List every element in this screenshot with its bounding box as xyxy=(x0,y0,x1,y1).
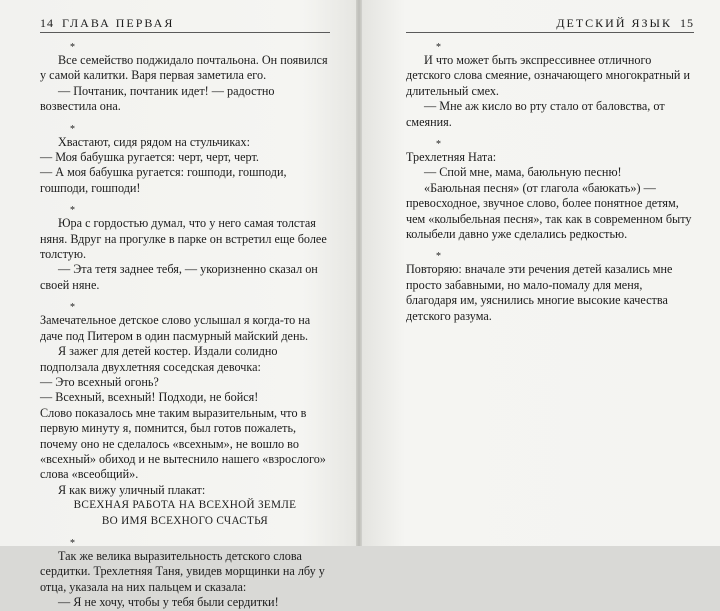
entry-gospodi xyxy=(40,125,330,197)
right-page-number: 15 xyxy=(680,16,694,30)
right-page xyxy=(362,0,720,546)
right-header-rule xyxy=(406,32,694,33)
poster-line: ВСЕХНАЯ РАБОТА НА ВСЕХНОЙ ЗЕМЛЕ xyxy=(73,499,297,512)
right-section-title: ДЕТСКИЙ ЯЗЫК xyxy=(556,16,672,30)
entry-marker: * xyxy=(436,139,441,151)
entry-smeyanie xyxy=(406,43,694,130)
right-running-header xyxy=(406,14,694,32)
paragraph: Я как вижу уличный плакат: xyxy=(58,482,206,497)
entry-bayulnaya xyxy=(406,140,694,242)
entry-povtoryayu xyxy=(406,252,694,324)
paragraph: Юра с гордостью думал, что у него самая толстая няня. Вдруг на прогулке в парке он встретил еще более толстую. xyxy=(40,216,327,262)
entry-marker: * xyxy=(70,302,75,314)
paragraph: — Эта тетя заднее тебя, — укоризненно сказал он своей няне. xyxy=(40,262,318,292)
entry-zadnee xyxy=(40,206,330,293)
entry-serditki xyxy=(40,539,330,611)
paragraph: «Баюльная песня» (от глагола «баюкать») — превосходное, звучное слово, более понятное детям, чем «колыбельная песня», так как в современном быту колыбели давно уже сделались редкостью. xyxy=(406,180,692,242)
entry-marker: * xyxy=(70,123,75,135)
paragraph: — Я не хочу, чтобы у тебя были сердитки! xyxy=(58,595,279,610)
left-header-rule xyxy=(40,32,330,33)
paragraph: Все семейство поджидало почтальона. Он появился у самой калитки. Варя первая заметила его. xyxy=(40,53,328,83)
left-page-number: 14 xyxy=(40,16,54,30)
paragraph: — Моя бабушка ругается: черт, черт, черт. xyxy=(40,150,259,165)
entry-marker: * xyxy=(70,537,75,549)
paragraph: Слово показалось мне таким выразительным, что в первую минуту я, помнится, был готов пожалеть, почему оно не сделалось «всехным», не вошло во «всехный» обиход и не вытеснило нашего «взрослого» слова «всеобщий». xyxy=(40,405,326,482)
paragraph: — Это всехный огонь? xyxy=(40,374,159,389)
entry-marker: * xyxy=(70,42,75,53)
poster-line: ВО ИМЯ ВСЕХНОГО СЧАСТЬЯ xyxy=(101,514,269,527)
paragraph: Так же велика выразительность детского слова сердитки. Трехлетняя Таня, увидев морщинки на лбу у отца, указала на них пальцем и сказала: xyxy=(40,548,325,594)
paragraph: — Всехный, всехный! Подходи, не бойся! xyxy=(40,390,259,405)
paragraph: Повторяю: вначале эти речения детей казались мне просто забавными, но мало-помалу для меня, благодаря им, уяснились многие высокие качества детского разума. xyxy=(406,262,673,323)
left-page xyxy=(0,0,356,610)
paragraph: И что может быть экспрессивнее отличного детского слова смеяние, означающего многократный и длительный смех. xyxy=(406,53,691,98)
paragraph: Хвастают, сидя рядом на стульчиках: xyxy=(58,134,250,149)
entry-pochtanik xyxy=(40,43,330,115)
entry-marker: * xyxy=(436,251,441,263)
left-chapter-title: ГЛАВА ПЕРВАЯ xyxy=(62,16,175,30)
paragraph: — А моя бабушка ругается: гошподи, гошподи, гошподи, гошподи! xyxy=(40,165,287,195)
paragraph: Трехлетняя Ната: xyxy=(406,150,497,165)
entry-marker: * xyxy=(70,205,75,217)
paragraph: — Спой мне, мама, баюльную песню! xyxy=(424,165,622,180)
paragraph: — Мне аж кисло во рту стало от баловства, от смеяния. xyxy=(406,99,665,129)
paragraph: — Почтаник, почтаник идет! — радостно возвестила она. xyxy=(40,83,275,114)
entry-marker: * xyxy=(436,42,441,53)
left-running-header xyxy=(40,14,330,32)
entry-vsekhny xyxy=(40,303,330,529)
paragraph: Я зажег для детей костер. Издали солидно подползала двухлетняя соседская девочка: xyxy=(40,344,278,374)
paragraph: Замечательное детское слово услышал я когда-то на даче под Питером в один пасмурный майский день. xyxy=(40,313,311,343)
